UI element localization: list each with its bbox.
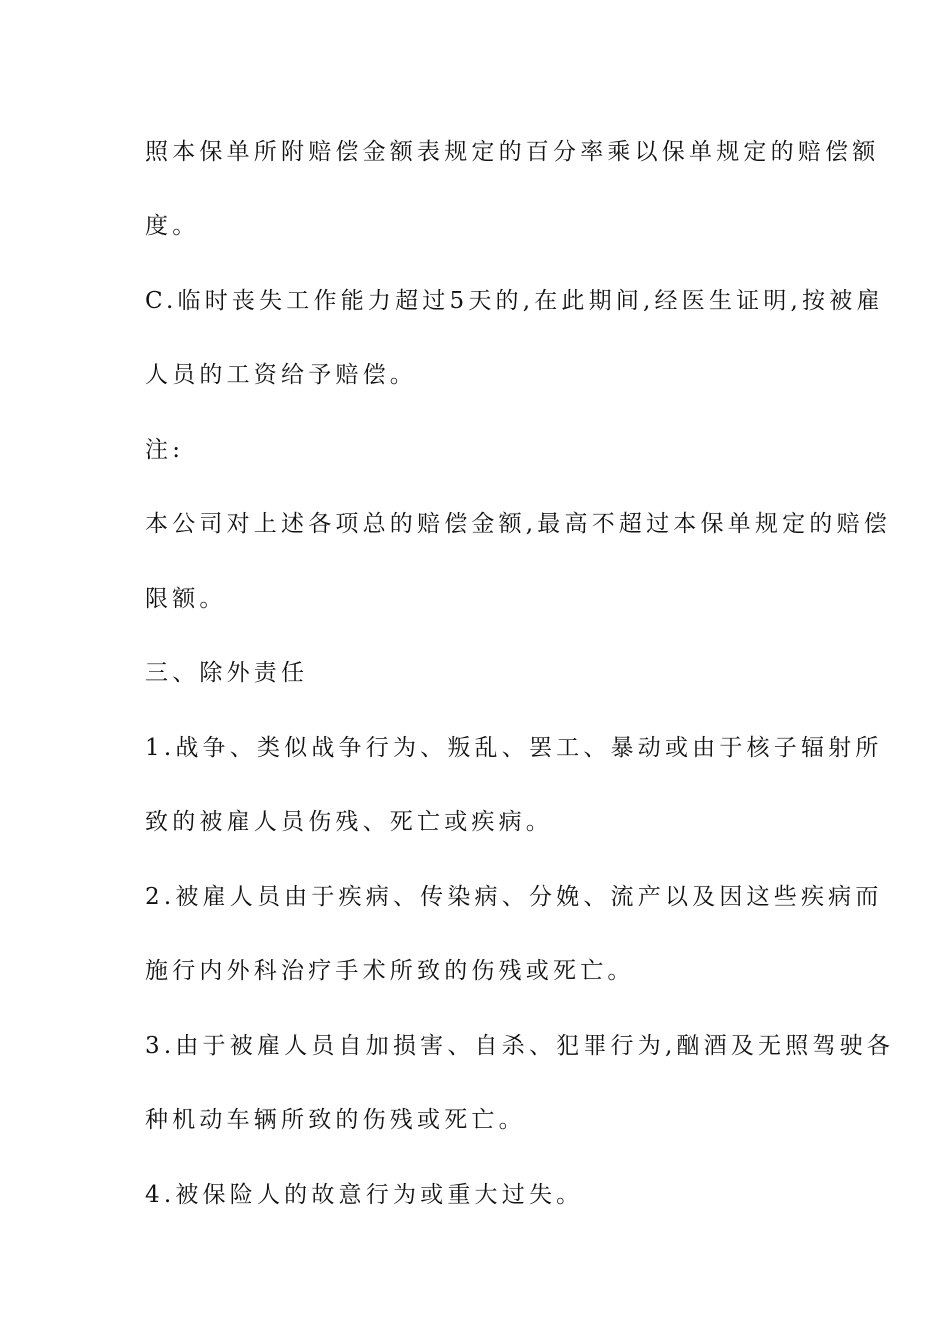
exclusion-item-1: 1.战争、类似战争行为、叛乱、罢工、暴动或由于核子辐射所 xyxy=(145,735,883,761)
exclusion-item-2: 2.被雇人员由于疾病、传染病、分娩、流产以及因这些疾病而 xyxy=(145,884,883,910)
note-label: 注: xyxy=(145,437,185,463)
paragraph-line-compensation-rate: 照本保单所附赔偿金额表规定的百分率乘以保单规定的赔偿额 xyxy=(145,139,880,165)
paragraph-line-temporary-disability-end: 人员的工资给予赔偿。 xyxy=(145,362,417,388)
paragraph-line-total-limit-end: 限额。 xyxy=(145,586,227,612)
exclusion-item-3-cont: 种机动车辆所致的伤残或死亡。 xyxy=(145,1107,526,1133)
exclusion-item-2-cont: 施行内外科治疗手术所致的伤残或死亡。 xyxy=(145,958,635,984)
section-heading-exclusions: 三、除外责任 xyxy=(145,660,309,686)
paragraph-line-temporary-disability: C.临时丧失工作能力超过5天的,在此期间,经医生证明,按被雇 xyxy=(145,288,884,314)
exclusion-item-1-cont: 致的被雇人员伤残、死亡或疾病。 xyxy=(145,809,553,835)
paragraph-line-compensation-rate-end: 度。 xyxy=(145,213,200,239)
exclusion-item-4: 4.被保险人的故意行为或重大过失。 xyxy=(145,1182,584,1208)
exclusion-item-3: 3.由于被雇人员自加损害、自杀、犯罪行为,酗酒及无照驾驶各 xyxy=(145,1033,895,1059)
paragraph-line-total-limit: 本公司对上述各项总的赔偿金额,最高不超过本保单规定的赔偿 xyxy=(145,511,891,537)
